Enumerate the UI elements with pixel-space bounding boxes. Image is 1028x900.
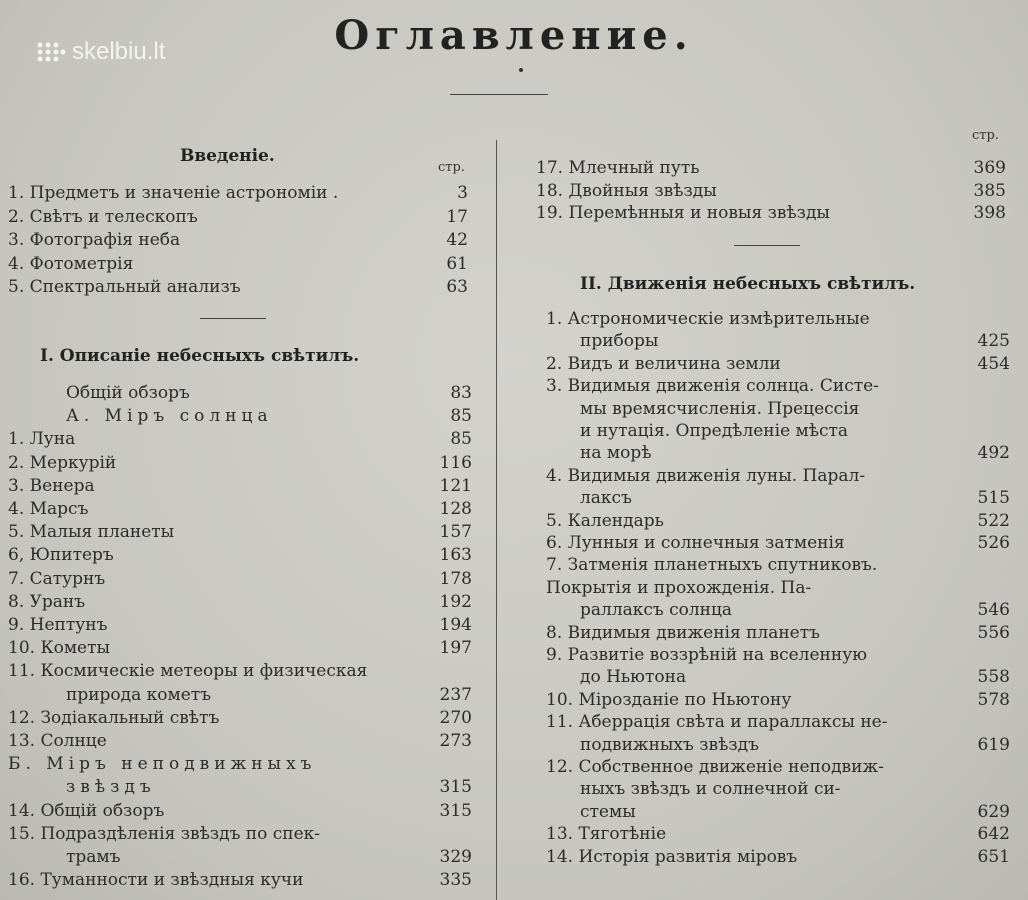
toc-page-number: 63 [446,277,468,297]
toc-page-number: 642 [977,824,1010,845]
toc-entry [8,452,116,474]
toc-page-number: 121 [439,475,472,496]
toc-entry [580,420,848,442]
toc-entry [8,276,241,298]
title-dot [519,68,523,72]
toc-page-number: 17 [446,206,468,227]
toc-page-number: 315 [439,777,472,798]
toc-entry [546,756,884,778]
toc-entry-title: 7. Затменія планетныхъ спутниковъ. [546,555,878,576]
toc-entry-title: 13. Тяготѣніе [546,824,667,845]
toc-entry-title: 3. Фотографія неба [8,230,181,250]
toc-entry-title: лаксъ [580,488,632,509]
toc-entry-title: 10. Кометы [8,638,111,659]
toc-entry [8,869,303,891]
right-rule [734,245,800,246]
toc-page-number: 369 [973,158,1006,178]
toc-entry-title: звѣздъ [66,777,156,798]
toc-page-number: 237 [439,684,472,705]
toc-entry [546,510,664,532]
toc-entry-title: 1. Астрономическіе измѣрительные [546,309,870,329]
page-col-label-right: стр. [972,128,999,143]
toc-entry [8,637,110,659]
toc-entry [8,823,320,845]
toc-entry [8,544,114,566]
toc-entry [8,707,219,729]
part2-heading: II. Движенія небесныхъ свѣтилъ. [580,274,916,294]
toc-page-number: 515 [977,488,1010,509]
toc-entry [546,711,887,733]
toc-page-number: 194 [439,615,472,635]
toc-entry-title: Б. Міръ неподвижныхъ [8,754,317,775]
toc-entry-title: 3. Видимыя движенія солнца. Систе- [546,376,879,397]
toc-page-number: 83 [450,383,472,403]
toc-entry-title: 4. Фотометрія [8,253,134,274]
toc-entry [546,308,870,330]
toc-page-number: 128 [439,499,472,519]
toc-entry-title: 5. Календарь [546,510,664,531]
toc-page-number: 61 [446,253,468,274]
toc-entry [8,253,133,275]
toc-entry [536,157,700,179]
toc-entry-title: 6. Лунныя и солнечныя затменія [546,533,845,553]
toc-entry-title: 19. Перемѣнныя и новыя звѣзды [536,203,830,223]
toc-entry [546,823,666,845]
toc-page-number: 315 [439,800,472,821]
toc-page-number: 85 [450,429,472,450]
toc-entry-title: 12. Зодіакальный свѣтъ [8,707,220,728]
toc-page-number: 197 [439,638,472,659]
toc-page-number: 629 [977,801,1010,822]
toc-page-number: 385 [973,180,1006,201]
page-col-label-left: стр. [438,160,465,175]
toc-page-number: 492 [977,443,1010,464]
toc-page-number: 273 [439,731,472,751]
toc-entry-title: подвижныхъ звѣздъ [580,734,759,755]
toc-page-number: 163 [439,545,472,566]
toc-entry [546,375,879,397]
toc-entry-title: приборы [580,331,659,352]
toc-entry-title: трамъ [66,847,121,867]
toc-entry [546,554,877,576]
toc-entry [546,465,865,487]
toc-entry [8,800,164,822]
toc-page-number: 578 [977,689,1010,710]
toc-page-number: 192 [439,591,472,612]
toc-page-number: 270 [439,707,472,728]
toc-entry-title: 17. Млечный путь [536,158,700,178]
toc-page-number: 329 [439,847,472,867]
toc-entry [546,644,867,666]
toc-entry-title: раллаксъ солнца [580,600,733,621]
toc-entry [580,442,651,464]
toc-entry-title: на морѣ [580,443,652,464]
toc-entry-title: 7. Сатурнъ [8,568,106,589]
toc-entry-title: 12. Собственное движеніе неподвиж- [546,757,884,777]
toc-entry [580,487,632,509]
toc-page-number: 556 [977,622,1010,643]
toc-entry [8,568,105,590]
toc-entry-title: природа кометъ [66,684,212,705]
toc-page-number: 335 [439,870,472,891]
column-divider [496,140,497,900]
toc-entry [580,599,732,621]
toc-page-number: 42 [446,230,468,250]
toc-entry-title: 9. Развитіе воззрѣній на вселенную [546,645,868,665]
toc-entry [580,734,759,756]
toc-entry [580,398,859,420]
toc-entry [536,202,830,224]
toc-entry-title: 2. Видъ и величина земли [546,353,781,374]
toc-entry-title: 1. Предметъ и значеніе астрономіи . [8,183,339,203]
toc-entry [66,382,190,404]
toc-entry-title: 14. Исторія развитія міровъ [546,846,798,867]
toc-entry [8,730,107,752]
toc-entry-title: 6, Юпитеръ [8,545,114,566]
toc-entry-title: Общій обзоръ [66,383,190,403]
toc-entry-title: ныхъ звѣздъ и солнечной си- [580,779,841,800]
toc-page-number: 522 [977,510,1010,531]
toc-entry [66,776,156,798]
toc-entry [8,428,75,450]
toc-entry-title: 5. Малыя планеты [8,522,175,543]
toc-entry-title: 16. Туманности и звѣздныя кучи [8,870,304,891]
toc-entry [8,591,85,613]
toc-entry-title: и нутація. Опредѣленіе мѣста [580,421,849,441]
toc-entry [580,666,686,688]
toc-entry [8,182,338,204]
toc-page-number: 546 [977,600,1010,621]
toc-entry-title: 4. Марсъ [8,499,89,519]
intro-heading: Введеніе. [180,146,275,166]
toc-entry-title: мы времясчисленія. Прецессія [580,398,860,419]
toc-entry [8,660,367,682]
toc-entry-title: 11. Космическіе метеоры и физическая [8,661,368,682]
toc-entry-title: А. Міръ солнца [66,406,273,427]
toc-entry-title: 2. Свѣтъ и телескопъ [8,206,198,227]
toc-entry [546,846,797,868]
toc-page-number: 425 [977,331,1010,352]
toc-entry [8,521,174,543]
toc-page-number: 178 [439,568,472,589]
toc-page-number: 116 [439,452,472,473]
toc-entry-title: Покрытія и прохожденія. Па- [546,577,812,598]
toc-page-number: 651 [977,846,1010,867]
toc-entry [8,206,198,228]
toc-entry [536,180,717,202]
part1-heading: I. Описаніе небесныхъ свѣтилъ. [40,346,360,366]
toc-entry-title: 18. Двойныя звѣзды [536,180,717,201]
title-rule [450,94,548,95]
toc-entry [8,229,180,251]
toc-entry [8,475,95,497]
toc-page-number: 157 [439,522,472,543]
toc-entry [580,801,636,823]
toc-entry [580,330,658,352]
toc-entry-title: 4. Видимыя движенія луны. Парал- [546,465,866,486]
toc-page-number: 398 [973,203,1006,223]
toc-entry-title: 11. Аберрація свѣта и параллаксы не- [546,712,888,733]
toc-entry-title: 8. Уранъ [8,591,86,612]
toc-entry-title: стемы [580,801,636,822]
toc-entry-title: 13. Солнце [8,731,107,751]
toc-entry [546,577,811,599]
intro-rule [200,318,266,319]
toc-entry [546,532,845,554]
toc-entry-title: до Ньютона [580,667,687,688]
toc-page-number: 454 [977,353,1010,374]
toc-entry [546,622,820,644]
toc-entry-title: 8. Видимыя движенія планетъ [546,622,820,643]
page-title: Оглавление. [334,12,694,59]
toc-entry-title: 2. Меркурій [8,452,117,473]
toc-entry [8,498,88,520]
toc-entry-title: 10. Мірозданіе по Ньютону [546,689,792,710]
toc-entry [66,405,273,427]
toc-page-number: 558 [977,667,1010,688]
toc-entry-title: 9. Нептунъ [8,615,108,635]
toc-entry [66,684,211,706]
watermark-text: skelbiu.lt [72,38,166,65]
toc-page-number: 85 [450,406,472,427]
toc-page-number: 619 [977,734,1010,755]
toc-entry-title: 15. Подраздѣленія звѣздъ по спек- [8,823,321,844]
toc-page-number: 3 [457,183,468,203]
toc-entry [66,846,120,868]
toc-entry-title: 1. Луна [8,429,76,450]
toc-entry-title: 3. Венера [8,475,95,496]
toc-entry-title: 5. Спектральный анализъ [8,277,241,297]
toc-entry [546,689,791,711]
toc-entry [8,753,316,775]
toc-entry-title: 14. Общій обзоръ [8,800,165,821]
toc-entry [580,778,841,800]
toc-entry [8,614,107,636]
toc-page-number: 526 [977,533,1010,553]
toc-entry [546,353,781,375]
